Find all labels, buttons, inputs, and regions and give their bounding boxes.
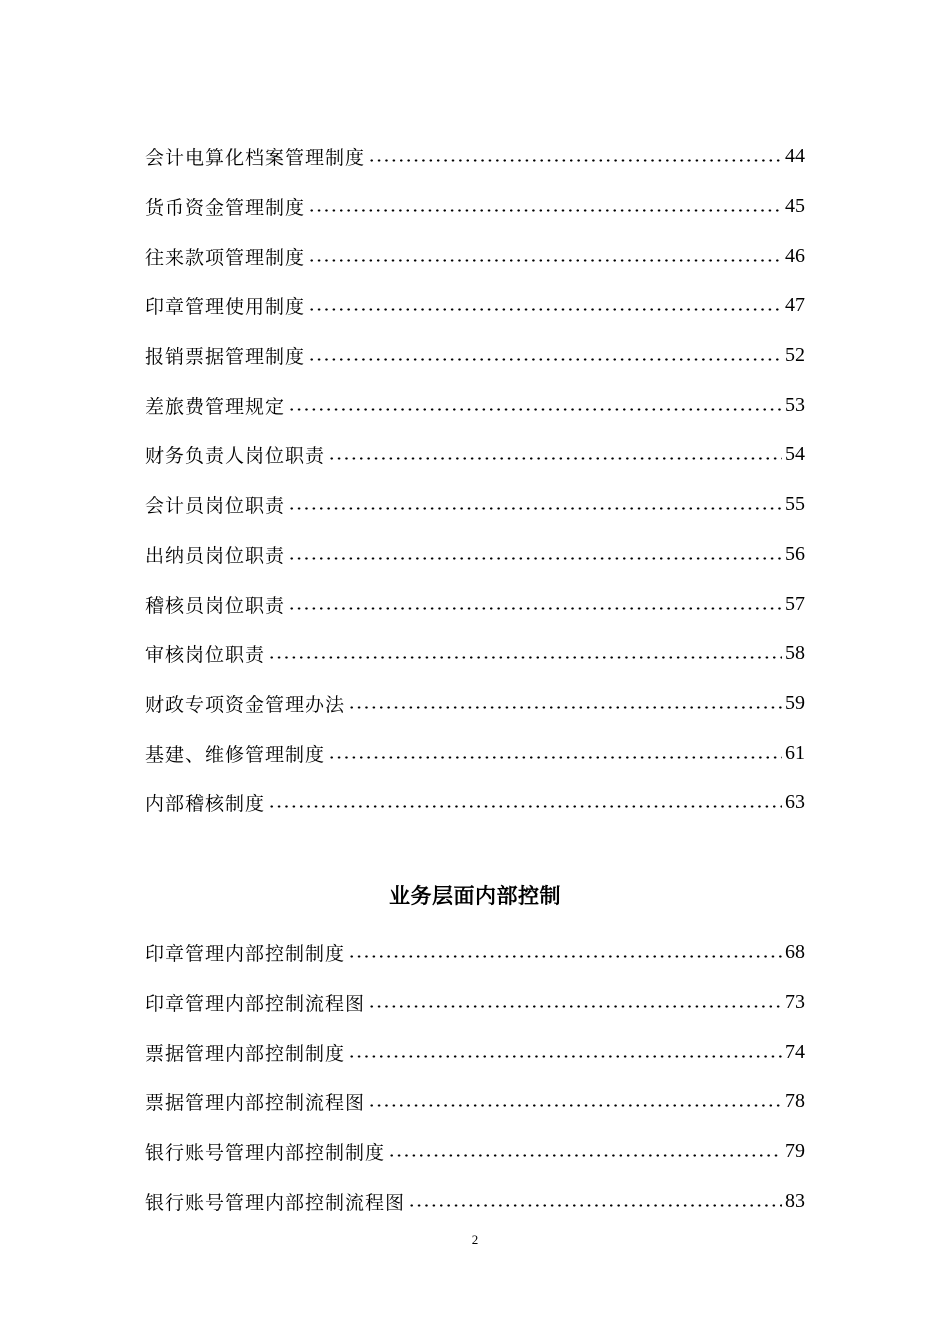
toc-entry-title: 往来款项管理制度 xyxy=(145,246,306,269)
toc-entry[interactable] xyxy=(145,331,805,381)
toc-entry[interactable] xyxy=(145,480,805,530)
toc-entry-title: 票据管理内部控制流程图 xyxy=(145,1092,366,1115)
toc-leader-dots xyxy=(388,1154,782,1157)
toc-entry-page: 57 xyxy=(785,592,805,615)
toc-leader-dots xyxy=(408,1204,782,1207)
toc-entry[interactable] xyxy=(145,778,805,828)
toc-entry-title: 印章管理使用制度 xyxy=(145,296,306,319)
toc-entry-page: 46 xyxy=(785,244,805,267)
toc-leader-dots xyxy=(288,408,782,411)
toc-entry-page: 55 xyxy=(785,493,805,516)
toc-entry-title: 基建、维修管理制度 xyxy=(145,743,326,766)
toc-entry[interactable] xyxy=(145,1176,805,1226)
toc-entry[interactable] xyxy=(145,1077,805,1127)
toc-entry-title: 稽核员岗位职责 xyxy=(145,594,286,617)
toc-entry[interactable] xyxy=(145,629,805,679)
toc-entry-page: 44 xyxy=(785,145,805,168)
toc-entry-title: 印章管理内部控制制度 xyxy=(145,943,346,966)
toc-entry-title: 财政专项资金管理办法 xyxy=(145,693,346,716)
toc-entry[interactable] xyxy=(145,281,805,331)
toc-leader-dots xyxy=(328,457,782,460)
toc-entry[interactable] xyxy=(145,182,805,232)
toc-entry-page: 78 xyxy=(785,1090,805,1113)
toc-leader-dots xyxy=(288,607,782,610)
toc-entry-page: 83 xyxy=(785,1189,805,1212)
toc-entry-title: 财务负责人岗位职责 xyxy=(145,445,326,468)
toc-entry-page: 54 xyxy=(785,443,805,466)
toc-leader-dots xyxy=(268,805,782,808)
toc-entry-page: 79 xyxy=(785,1140,805,1163)
toc-entry-page: 53 xyxy=(785,393,805,416)
toc-list-business-controls xyxy=(145,928,805,1226)
toc-leader-dots xyxy=(288,507,782,510)
toc-entry-page: 58 xyxy=(785,642,805,665)
toc-list-financial xyxy=(145,132,805,828)
toc-entry[interactable] xyxy=(145,380,805,430)
toc-entry-page: 63 xyxy=(785,791,805,814)
toc-entry-title: 银行账号管理内部控制流程图 xyxy=(145,1191,406,1214)
toc-entry[interactable] xyxy=(145,679,805,729)
toc-entry-title: 内部稽核制度 xyxy=(145,793,266,816)
toc-entry-page: 74 xyxy=(785,1040,805,1063)
toc-entry[interactable] xyxy=(145,978,805,1028)
toc-leader-dots xyxy=(368,159,782,162)
toc-entry-title: 出纳员岗位职责 xyxy=(145,544,286,567)
toc-leader-dots xyxy=(348,706,782,709)
toc-entry-page: 68 xyxy=(785,941,805,964)
toc-entry[interactable] xyxy=(145,132,805,182)
toc-entry-title: 印章管理内部控制流程图 xyxy=(145,993,366,1016)
toc-entry[interactable] xyxy=(145,231,805,281)
toc-leader-dots xyxy=(308,259,782,262)
toc-leader-dots xyxy=(368,1104,782,1107)
toc-entry-title: 会计电算化档案管理制度 xyxy=(145,147,366,170)
toc-entry[interactable] xyxy=(145,928,805,978)
toc-leader-dots xyxy=(328,756,782,759)
page-number: 2 xyxy=(471,1232,479,1247)
toc-entry-page: 47 xyxy=(785,294,805,317)
toc-entry-page: 56 xyxy=(785,542,805,565)
toc-entry-title: 票据管理内部控制制度 xyxy=(145,1042,346,1065)
toc-entry-title: 报销票据管理制度 xyxy=(145,346,306,369)
toc-entry-title: 审核岗位职责 xyxy=(145,644,266,667)
toc-entry-page: 45 xyxy=(785,195,805,218)
toc-leader-dots xyxy=(368,1005,782,1008)
toc-entry[interactable] xyxy=(145,430,805,480)
toc-entry-page: 61 xyxy=(785,741,805,764)
toc-entry-page: 73 xyxy=(785,991,805,1014)
toc-entry-title: 差旅费管理规定 xyxy=(145,395,286,418)
toc-entry[interactable] xyxy=(145,579,805,629)
toc-entry[interactable] xyxy=(145,728,805,778)
section-heading: 业务层面内部控制 xyxy=(389,883,561,908)
toc-entry[interactable] xyxy=(145,1027,805,1077)
toc-entry-title: 会计员岗位职责 xyxy=(145,495,286,518)
toc-leader-dots xyxy=(348,955,782,958)
toc-entry-title: 银行账号管理内部控制制度 xyxy=(145,1142,386,1165)
toc-entry-title: 货币资金管理制度 xyxy=(145,197,306,220)
toc-entry-page: 59 xyxy=(785,691,805,714)
toc-leader-dots xyxy=(348,1055,782,1058)
toc-leader-dots xyxy=(308,358,782,361)
toc-leader-dots xyxy=(308,209,782,212)
toc-leader-dots xyxy=(268,656,782,659)
toc-entry[interactable] xyxy=(145,1127,805,1177)
toc-leader-dots xyxy=(308,308,782,311)
toc-entry-page: 52 xyxy=(785,344,805,367)
toc-leader-dots xyxy=(288,557,782,560)
toc-entry[interactable] xyxy=(145,530,805,580)
